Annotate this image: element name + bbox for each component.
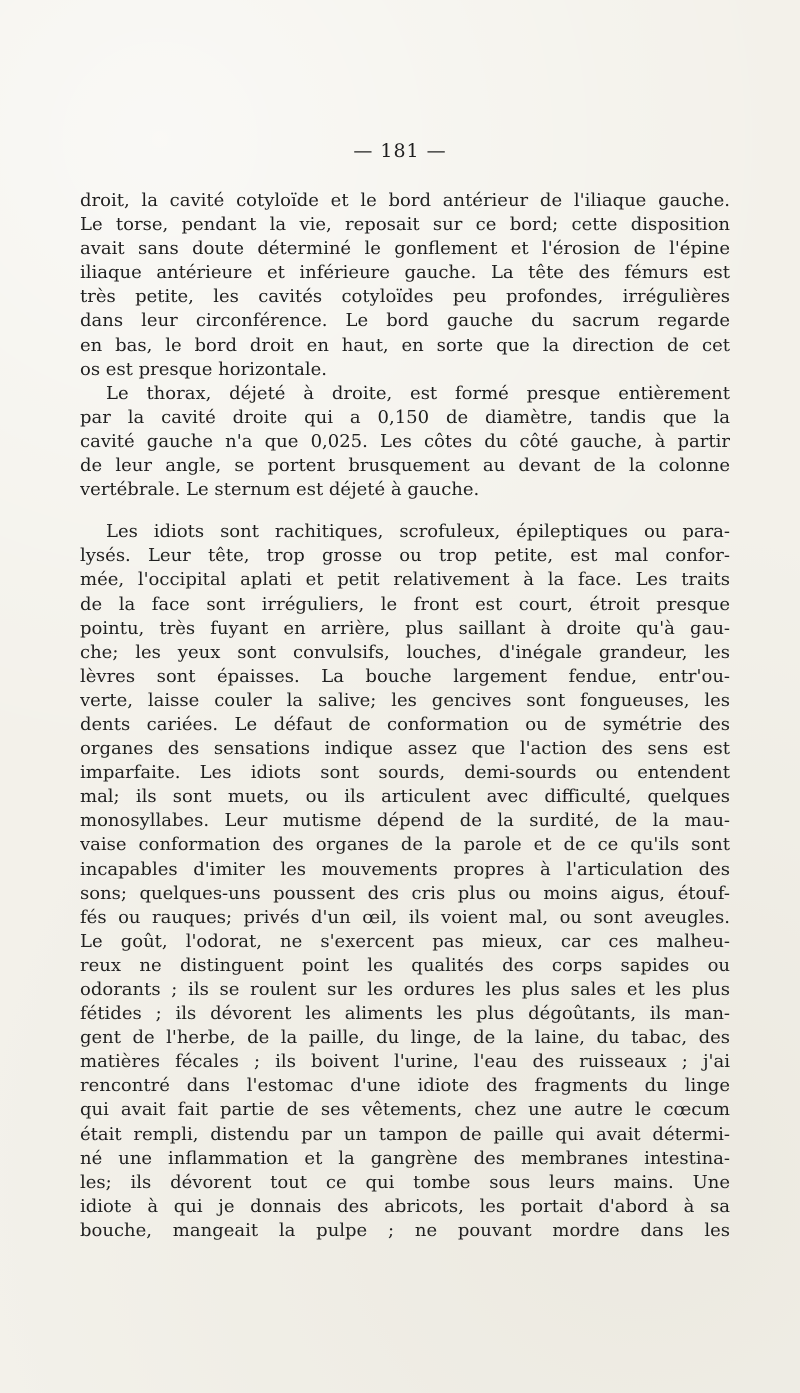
text-line: droit, la cavité cotyloïde et le bord antérieur de l'iliaque gauche. <box>80 190 730 211</box>
paragraph-gap <box>80 502 730 520</box>
text-line: dents cariées. Le défaut de conformation ou de symétrie des <box>80 713 730 735</box>
text-line: en bas, le bord droit en haut, en sorte que la direction de cet <box>80 334 730 356</box>
text-line: Le torse, pendant la vie, reposait sur ce bord; cette disposition <box>80 214 730 236</box>
text-line: incapables d'imiter les mouvements propres à l'articulation des <box>80 858 730 880</box>
paragraph <box>80 189 730 382</box>
text-line: reux ne distinguent point les qualités des corps sapides ou <box>80 954 730 976</box>
page-number: — 181 — <box>353 140 447 162</box>
text-line: Les idiots sont rachitiques, scrofuleux, épileptiques ou para- <box>106 521 730 543</box>
text-line: fétides ; ils dévorent les aliments les plus dégoûtants, ils man- <box>80 1003 730 1025</box>
text-line: Le thorax, déjeté à droite, est formé presque entièrement <box>106 382 730 404</box>
text-line: dans leur circonférence. Le bord gauche du sacrum regarde <box>80 310 730 332</box>
text-line: bouche, mangeait la pulpe ; ne pouvant mordre dans les <box>80 1219 730 1241</box>
text-line: idiote à qui je donnais des abricots, les portait d'abord à sa <box>80 1195 730 1217</box>
text-line: de la face sont irréguliers, le front est court, étroit presque <box>80 593 730 615</box>
text-line: mal; ils sont muets, ou ils articulent avec difficulté, quelques <box>80 786 730 808</box>
text-line: verte, laisse couler la salive; les gencives sont fongueuses, les <box>80 689 730 711</box>
body-text <box>80 189 730 1243</box>
text-line: matières fécales ; ils boivent l'urine, l'eau des ruisseaux ; j'ai <box>80 1051 730 1073</box>
text-line: fés ou rauques; privés d'un œil, ils voient mal, ou sont aveugles. <box>80 906 730 928</box>
text-line: les; ils dévorent tout ce qui tombe sous leurs mains. Une <box>80 1171 730 1193</box>
text-line: vertébrale. Le sternum est déjeté à gauche. <box>80 479 480 501</box>
text-line: qui avait fait partie de ses vêtements, chez une autre le cœcum <box>80 1099 730 1121</box>
text-line: organes des sensations indique assez que l'action des sens est <box>80 738 730 760</box>
text-line: odorants ; ils se roulent sur les ordures les plus sales et les plus <box>80 979 730 1000</box>
text-line: né une inflammation et la gangrène des membranes intestina- <box>80 1147 730 1169</box>
text-line: Le goût, l'odorat, ne s'exercent pas mieux, car ces malheu- <box>80 930 730 952</box>
text-line: os est presque horizontale. <box>80 358 327 380</box>
paragraph <box>80 520 730 1243</box>
text-line: de leur angle, se portent brusquement au devant de la colonne <box>80 455 730 477</box>
text-line: sons; quelques-uns poussent des cris plus ou moins aigus, étouf- <box>80 882 730 904</box>
text-line: rencontré dans l'estomac d'une idiote des fragments du linge <box>80 1075 730 1097</box>
text-line: lysés. Leur tête, trop grosse ou trop petite, est mal confor- <box>80 545 730 567</box>
text-line: pointu, très fuyant en arrière, plus saillant à droite qu'à gau- <box>80 617 730 639</box>
text-line: monosyllabes. Leur mutisme dépend de la surdité, de la mau- <box>80 810 730 832</box>
text-line: par la cavité droite qui a 0,150 de diamètre, tandis que la <box>80 406 730 428</box>
text-line: imparfaite. Les idiots sont sourds, demi-sourds ou entendent <box>80 762 730 784</box>
text-line: cavité gauche n'a que 0,025. Les côtes du côté gauche, à partir <box>80 430 730 452</box>
text-line: avait sans doute déterminé le gonflement et l'érosion de l'épine <box>80 238 730 260</box>
text-line: mée, l'occipital aplati et petit relativement à la face. Les traits <box>80 569 730 591</box>
text-line: lèvres sont épaisses. La bouche largement fendue, entr'ou- <box>80 665 730 687</box>
text-line: gent de l'herbe, de la paille, du linge, de la laine, du tabac, des <box>80 1027 730 1049</box>
text-line: che; les yeux sont convulsifs, louches, d'inégale grandeur, les <box>80 641 730 663</box>
text-line: très petite, les cavités cotyloïdes peu profondes, irrégulières <box>80 286 730 308</box>
paragraph <box>80 382 730 502</box>
text-line: iliaque antérieure et inférieure gauche. La tête des fémurs est <box>80 262 730 284</box>
text-line: vaise conformation des organes de la parole et de ce qu'ils sont <box>80 834 730 856</box>
text-line: était rempli, distendu par un tampon de paille qui avait détermi- <box>80 1123 730 1145</box>
